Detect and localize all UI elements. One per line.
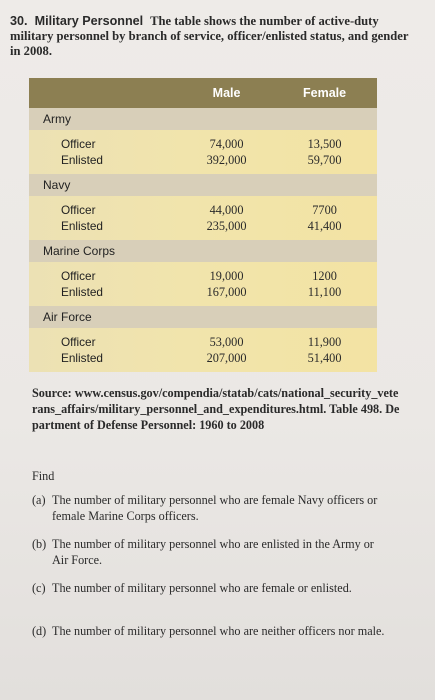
question-a [32, 493, 392, 524]
table-row [29, 130, 377, 174]
question-text: The number of military personnel who are enlisted in the Army or Air Force. [52, 537, 374, 567]
cell-value: 7700 [312, 203, 337, 217]
header-female: Female [303, 86, 347, 100]
cell-value: 11,100 [307, 285, 342, 299]
cell-value: 51,400 [307, 351, 342, 365]
source-citation [32, 385, 400, 433]
question-text: The number of military personnel who are neither officers nor male. [52, 624, 385, 638]
cell-value: 59,700 [307, 153, 342, 167]
personnel-table [29, 78, 377, 372]
cell-value: 19,000 [209, 269, 244, 283]
question-c [32, 581, 392, 597]
cell-value: 1200 [312, 269, 337, 283]
row-label: Officer [61, 335, 96, 349]
row-label: Enlisted [61, 219, 103, 233]
cell-value: 41,400 [307, 219, 342, 233]
row-label: Enlisted [61, 285, 103, 299]
question-label: (d) [32, 624, 47, 638]
cell-value: 167,000 [206, 285, 247, 299]
row-label: Enlisted [61, 153, 103, 167]
problem-topic: Military Personnel [34, 14, 144, 28]
group-marine-corps: Marine Corps [29, 240, 377, 262]
header-male: Male [212, 86, 241, 100]
table-row [29, 262, 377, 306]
row-label: Enlisted [61, 351, 103, 365]
question-label: (c) [32, 581, 46, 595]
cell-value: 11,900 [307, 335, 342, 349]
cell-value: 44,000 [209, 203, 244, 217]
row-label: Officer [61, 137, 96, 151]
table-row [29, 328, 377, 372]
cell-value: 392,000 [206, 153, 247, 167]
table-header [29, 78, 377, 108]
problem-statement [10, 14, 420, 59]
question-text: The number of military personnel who are female or enlisted. [52, 581, 352, 595]
question-b [32, 537, 392, 568]
problem-number: 30. [10, 14, 28, 28]
question-d [32, 624, 392, 640]
group-navy: Navy [29, 174, 377, 196]
cell-value: 207,000 [206, 351, 247, 365]
question-label: (b) [32, 537, 47, 551]
group-army: Army [29, 108, 377, 130]
source-text: www.census.gov/compendia/statab/cats/national_security_veterans_affairs/military_personnel_and_expenditures.html. Table 498. Department of Defense Personnel: 1960 to 2008 [32, 386, 400, 432]
cell-value: 13,500 [307, 137, 342, 151]
source-label: Source: [32, 386, 72, 400]
row-label: Officer [61, 269, 96, 283]
cell-value: 74,000 [209, 137, 244, 151]
table-row [29, 196, 377, 240]
find-label: Find [32, 469, 55, 483]
problem-intro: The table shows the number of active-duty military personnel by branch of service, officer/enlisted status, and gender in 2008. [10, 14, 409, 58]
cell-value: 235,000 [206, 219, 247, 233]
row-label: Officer [61, 203, 96, 217]
group-air-force: Air Force [29, 306, 377, 328]
question-label: (a) [32, 493, 46, 507]
question-text: The number of military personnel who are female Navy officers or female Marine Corps officers. [52, 493, 378, 523]
cell-value: 53,000 [209, 335, 244, 349]
